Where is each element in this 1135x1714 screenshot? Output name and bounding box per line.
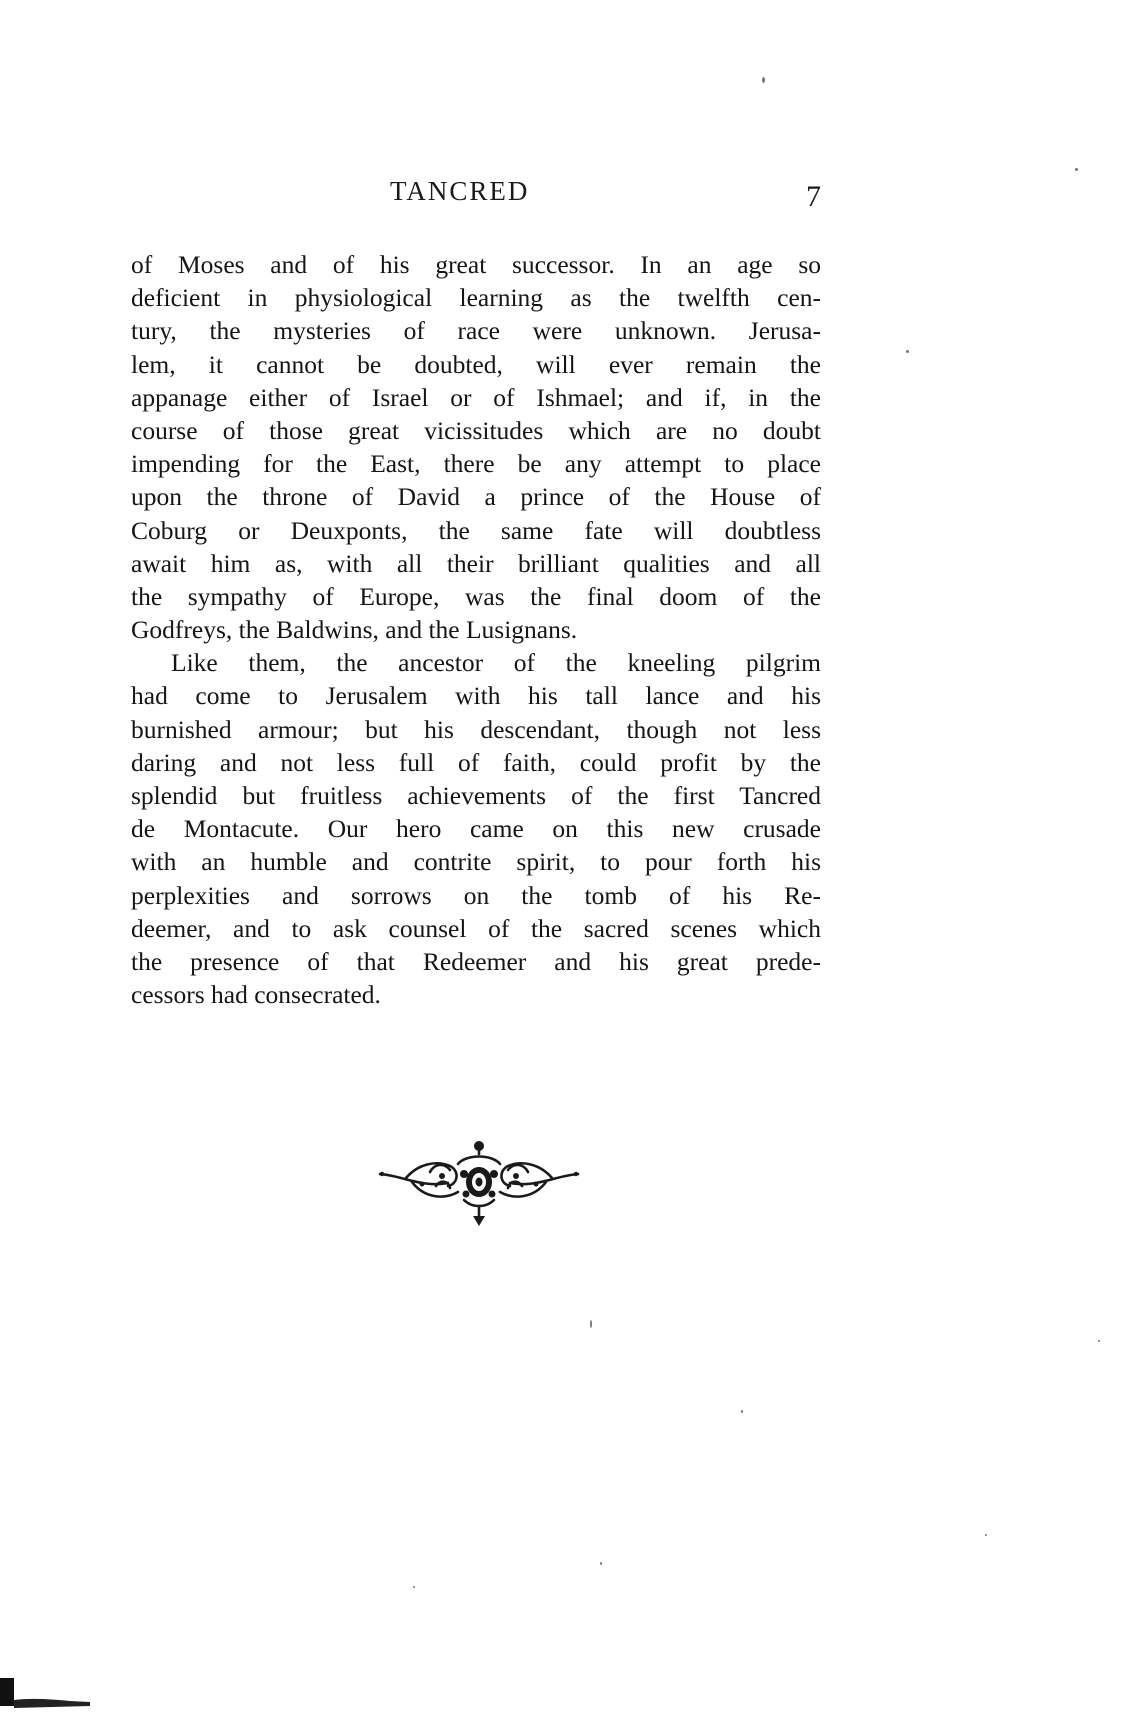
text-line: upon the throne of David a prince of the House of: [131, 482, 821, 512]
text-line: the presence of that Redeemer and his great prede-: [131, 946, 821, 976]
scan-speck: [600, 1562, 602, 1565]
text-line: deficient in physiological learning as the twelfth cen-: [131, 283, 821, 313]
text-line: perplexities and sorrows on the tomb of his Re-: [131, 880, 821, 910]
text-line: Coburg or Deuxponts, the same fate will doubtless: [131, 515, 821, 545]
text-line: burnished armour; but his descendant, though not less: [131, 714, 821, 744]
text-line: deemer, and to ask counsel of the sacred scenes which: [131, 913, 821, 943]
text-line: with an humble and contrite spirit, to pour forth his: [131, 847, 821, 877]
running-head: [0, 168, 1135, 218]
paragraph-2: [131, 646, 821, 1011]
text-line: cessors had consecrated.: [131, 980, 381, 1010]
text-line: course of those great vicissitudes which are no doubt: [131, 415, 821, 445]
scan-speck: [762, 77, 765, 83]
text-line: Godfreys, the Baldwins, and the Lusignans.: [131, 615, 578, 645]
scan-speck: [1075, 168, 1078, 171]
text-line: appanage either of Israel or of Ishmael; and if, in the: [131, 382, 821, 412]
scan-speck: [985, 1534, 987, 1536]
scan-speck: [906, 350, 909, 353]
text-line: splendid but fruitless achievements of the first Tancred: [131, 781, 821, 810]
text-line: await him as, with all their brilliant qualities and all: [131, 548, 821, 578]
scan-speck: [741, 1410, 743, 1413]
scan-speck: [413, 1586, 415, 1588]
text-line: lem, it cannot be doubted, will ever remain the: [131, 349, 821, 379]
text-line: the sympathy of Europe, was the final doom of the: [131, 581, 821, 611]
paragraph-1: [131, 248, 821, 646]
scan-speck: [1098, 1340, 1100, 1342]
text-line: of Moses and of his great successor. In an age so: [131, 250, 821, 279]
text-line: tury, the mysteries of race were unknown. Jerusa-: [131, 316, 821, 346]
text-line: impending for the East, there be any attempt to place: [131, 449, 821, 479]
text-line: had come to Jerusalem with his tall lance and his: [131, 681, 821, 711]
text-line: de Montacute. Our hero came on this new crusade: [131, 814, 821, 844]
text-line: daring and not less full of faith, could profit by the: [131, 747, 821, 777]
text-line: Like them, the ancestor of the kneeling pilgrim: [171, 648, 821, 678]
scan-corner-mark: [0, 1666, 96, 1712]
page-number: 7: [806, 180, 821, 213]
body-text: [131, 248, 821, 1011]
floral-ornament-icon: [378, 1136, 580, 1226]
scan-speck: [590, 1320, 592, 1328]
page-title: TANCRED: [390, 176, 530, 206]
